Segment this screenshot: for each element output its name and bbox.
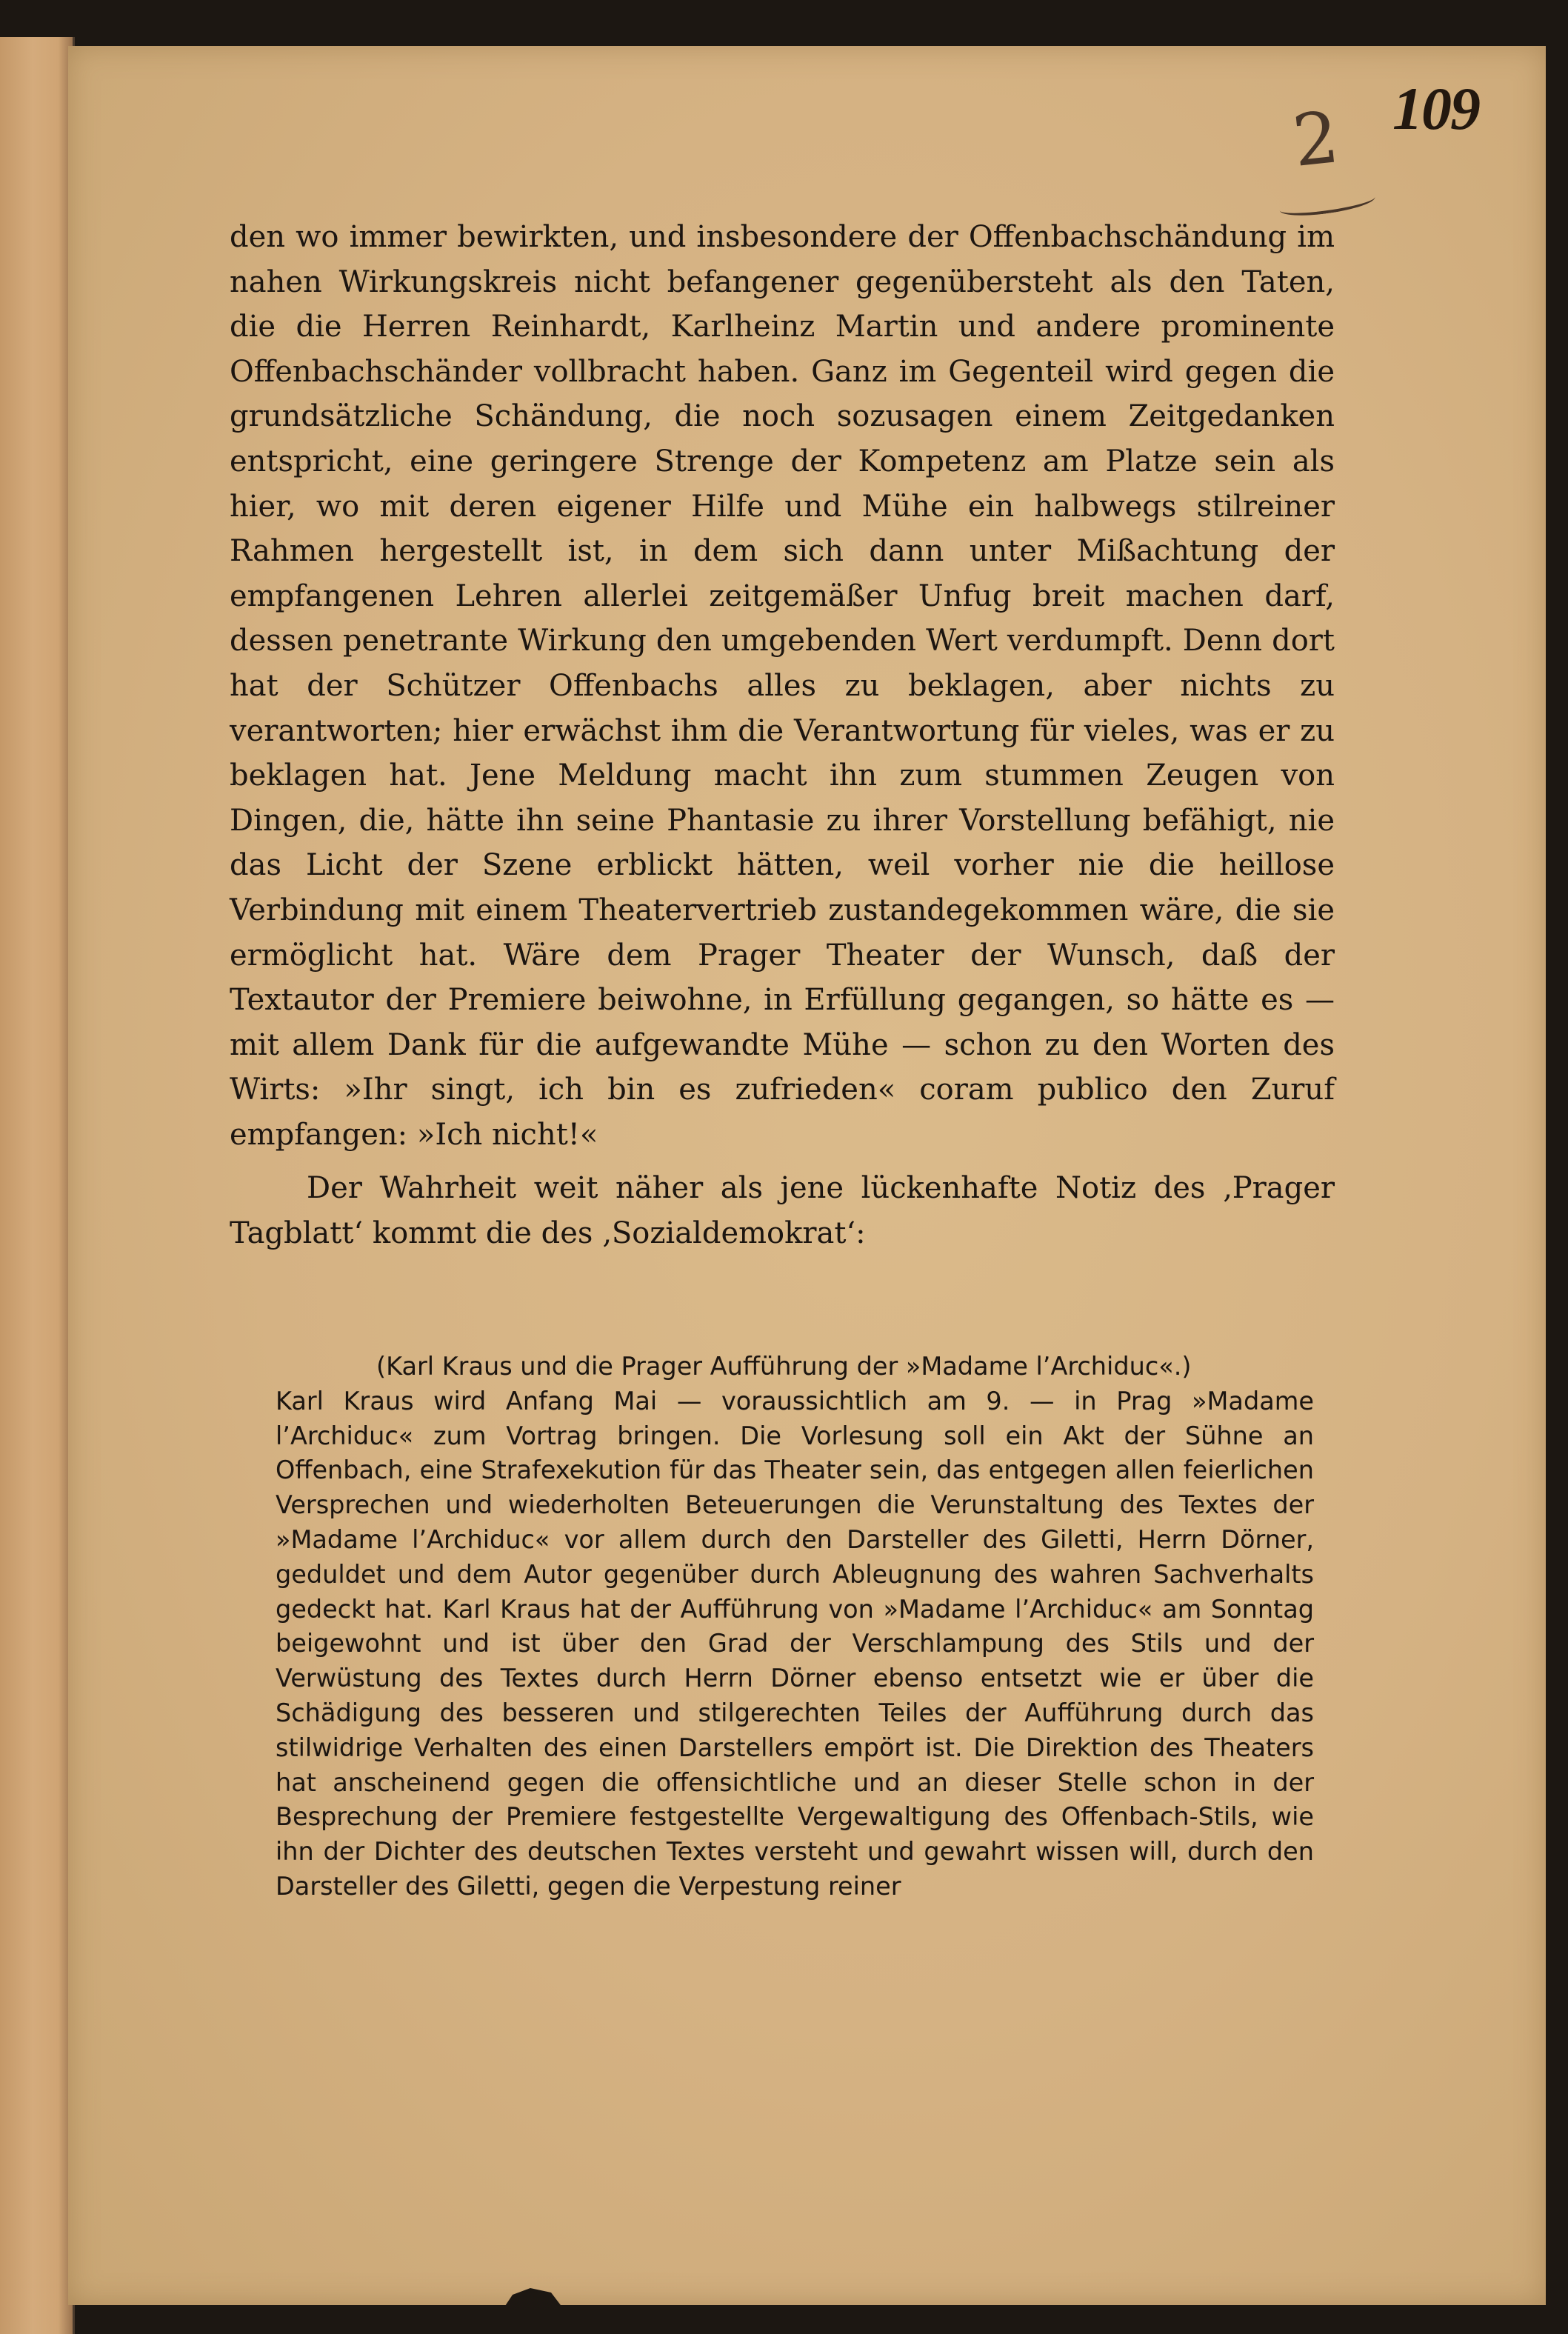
facing-page-edge: [0, 37, 75, 2334]
archive-pencil-mark: 2: [1289, 96, 1343, 183]
quote-body: Karl Kraus wird Anfang Mai — voraussichtlich am 9. — in Prag »Madame l’Archiduc« zum Vortrag bringen. Die Vorlesung soll ein Akt der Sühne an Offenbach, eine Strafexekution für das Theater sein, das entgegen allen feierlichen Versprechen und wiederholten Beteuerungen die Verunstaltung des Textes der »Madame l’Archiduc« vor allem durch den Darsteller des Giletti, Herrn Dörner, geduldet und dem Autor gegenüber durch Ableugnung des wahren Sachverhalts gedeckt hat. Karl Kraus hat der Aufführung von »Madame l’Archiduc« am Sonntag beigewohnt und ist über den Grad der Verschlampung des Stils und der Verwüstung des Textes durch Herrn Dörner ebenso entsetzt wie er über die Schädigung des besseren und stilgerechten Teiles der Aufführung durch das stilwidrige Verhalten des einen Darstellers empört ist. Die Direktion des Theaters hat anscheinend gegen die offensichtliche und an dieser Stelle schon in der Besprechung der Premiere festgestellte Vergewaltigung des Offenbach-Stils, wie ihn der Dichter des deutschen Textes versteht und gewahrt wissen will, durch den Darsteller des Giletti, gegen die Verpestung reiner: [276, 1386, 1314, 1901]
paragraph: den wo immer bewirkten, und insbesondere der Offenbachschändung im nahen Wirkungskreis nicht befangener gegenübersteht als den Taten, die die Herren Reinhardt, Karlheinz Martin und andere prominente Offenbachschänder vollbracht haben. Ganz im Gegenteil wird gegen die grundsätzliche Schändung, die noch sozusagen einem Zeitgedanken entspricht, eine geringere Strenge der Kompetenz am Platze sein als hier, wo mit deren eigener Hilfe und Mühe ein halbwegs stilreiner Rahmen hergestellt ist, in dem sich dann unter Mißachtung der empfangenen Lehren allerlei zeitgemäßer Unfug breit machen darf, dessen penetrante Wirkung den umgebenden Wert verdumpft. Denn dort hat der Schützer Offenbachs alles zu beklagen, aber nichts zu verantworten; hier erwächst ihm die Verantwortung für vieles, was er zu beklagen hat. Jene Meldung macht ihn zum stummen Zeugen von Dingen, die, hätte ihn seine Phantasie zu ihrer Vorstellung befähigt, nie das Licht der Szene erblickt hätten, weil vorher nie die heillose Verbindung mit einem Theatervertrieb zustandegekommen wäre, die sie ermöglicht hat. Wäre dem Prager Theater der Wunsch, daß der Textautor der Premiere beiwohne, in Erfüllung gegangen, so hätte es — mit allem Dank für die aufgewandte Mühe — schon zu den Worten des Wirts: »Ihr singt, ich bin es zufrieden« coram publico den Zuruf empfangen: »Ich nicht!«: [230, 220, 1335, 1152]
quoted-newspaper-text: [276, 1350, 1314, 1904]
quote-title: (Karl Kraus und die Prager Aufführung der »Madame l’Archiduc«.): [376, 1352, 1192, 1381]
main-text: [230, 215, 1335, 1256]
page-number: 109: [1392, 75, 1479, 142]
paragraph: Der Wahrheit weit näher als jene lückenhafte Notiz des ‚Prager Tagblatt‘ kommt die des ‚Sozialdemokrat‘:: [230, 1171, 1335, 1251]
